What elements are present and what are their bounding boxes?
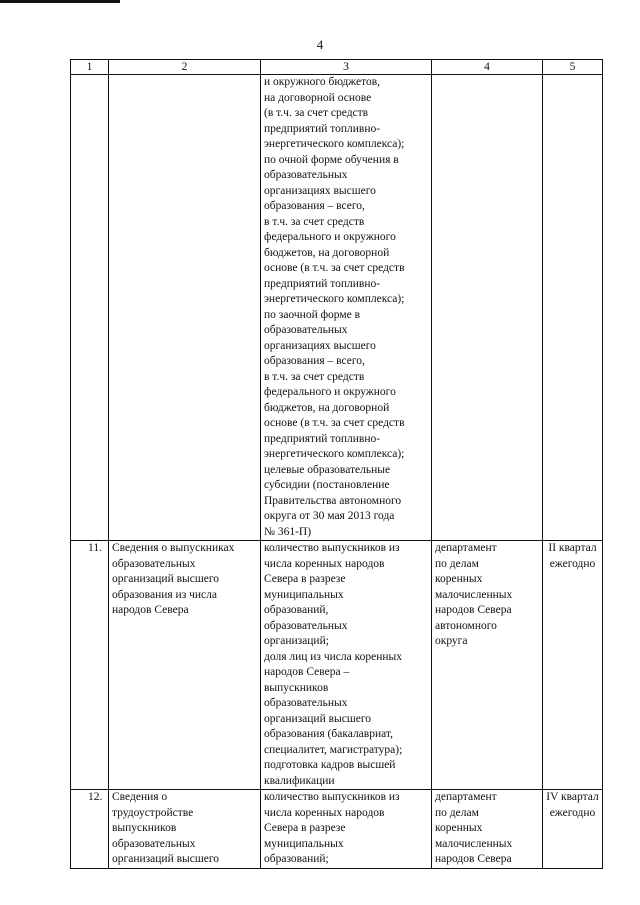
text-line: образовательных xyxy=(264,169,348,181)
text-line: подготовка кадров высшей xyxy=(264,759,396,771)
text-line: малочисленных xyxy=(435,588,513,601)
text-line: федерального и окружного xyxy=(264,231,396,243)
text-line: трудоустройстве xyxy=(112,806,194,819)
deadline-cell xyxy=(543,790,603,869)
text-line: специалитет, магистратура); xyxy=(264,743,403,756)
text-line: в т.ч. за счет средств xyxy=(264,215,365,228)
text-line: народов Севера xyxy=(435,853,512,865)
text-line: Правительства автономного xyxy=(264,494,402,507)
responsible-cell xyxy=(432,75,543,541)
text-line: федерального и окружного xyxy=(264,386,396,398)
document-table xyxy=(70,59,603,869)
text-line: Сведения о xyxy=(112,791,168,803)
text-line: образовательных xyxy=(264,619,348,632)
scan-corner-mark xyxy=(0,0,120,3)
text-line: доля лиц из числа коренных xyxy=(264,650,402,663)
text-line: организаций; xyxy=(264,635,329,647)
text-line: (в т.ч. за счет средств xyxy=(264,107,369,119)
column-header: 2 xyxy=(109,60,261,75)
text-line: по делам xyxy=(435,806,479,819)
text-line: и окружного бюджетов, xyxy=(264,76,381,88)
table-row xyxy=(71,790,603,869)
text-line: организациях высшего xyxy=(264,184,376,197)
text-line: народов Севера xyxy=(112,604,189,616)
text-line: бюджетов, на договорной xyxy=(264,246,390,259)
table-row xyxy=(71,75,603,541)
text-line: по делам xyxy=(435,557,479,570)
text-line: Сведения о выпускниках xyxy=(112,542,235,554)
table-header-row xyxy=(71,60,603,75)
text-line: организаций высшего xyxy=(112,853,220,865)
column-header: 4 xyxy=(432,60,543,75)
text-line: энергетического комплекса); xyxy=(264,293,405,305)
text-line: количество выпускников из xyxy=(264,542,400,554)
text-line: энергетического комплекса); xyxy=(264,448,405,460)
deadline-cell xyxy=(543,75,603,541)
column-header: 3 xyxy=(261,60,432,75)
column-header: 1 xyxy=(71,60,109,75)
text-line: образовательных xyxy=(264,697,348,709)
text-line: ежегодно xyxy=(549,557,596,570)
text-line: образований, xyxy=(264,604,329,616)
text-line: основе (в т.ч. за счет средств xyxy=(264,417,405,429)
indicators-cell xyxy=(261,790,432,869)
text-line: IV квартал xyxy=(546,791,599,803)
text-line: муниципальных xyxy=(264,588,344,601)
column-header: 5 xyxy=(543,60,603,75)
text-line: образовательных xyxy=(112,557,196,570)
text-line: образований; xyxy=(264,853,329,865)
text-line: образования (бакалавриат, xyxy=(264,728,393,740)
responsible-cell xyxy=(432,541,543,790)
item-name-cell xyxy=(109,790,261,869)
page-number: 4 xyxy=(316,37,324,52)
responsible-cell xyxy=(432,790,543,869)
text-line: народов Севера xyxy=(435,604,512,616)
text-line: числа коренных народов xyxy=(264,557,385,570)
text-line: основе (в т.ч. за счет средств xyxy=(264,262,405,274)
text-line: Севера в разрезе xyxy=(264,822,346,834)
text-line: организаций высшего xyxy=(264,712,372,725)
indicators-cell xyxy=(261,541,432,790)
text-line: организаций высшего xyxy=(112,573,220,585)
text-line: коренных xyxy=(435,822,483,834)
item-name-cell xyxy=(109,75,261,541)
row-number-cell xyxy=(71,75,109,541)
text-line: в т.ч. за счет средств xyxy=(264,370,365,383)
text-line: бюджетов, на договорной xyxy=(264,401,390,414)
text-line: малочисленных xyxy=(435,837,513,850)
text-line: образования – всего, xyxy=(264,200,365,212)
text-line: коренных xyxy=(435,573,483,585)
text-line: образовательных xyxy=(112,837,196,850)
row-number-cell: 11. xyxy=(71,541,109,790)
text-line: народов Севера – xyxy=(264,666,350,678)
table-body xyxy=(71,75,603,869)
text-line: предприятий топливно- xyxy=(264,277,381,290)
text-line: округа xyxy=(435,635,468,647)
text-line: II квартал xyxy=(548,542,597,554)
text-line: образования – всего, xyxy=(264,355,365,367)
text-line: на договорной основе xyxy=(264,91,372,104)
text-line: департамент xyxy=(435,791,497,803)
text-line: по очной форме обучения в xyxy=(264,153,399,166)
text-line: выпускников xyxy=(264,681,329,694)
text-line: образовательных xyxy=(264,324,348,336)
text-line: выпускников xyxy=(112,822,177,834)
indicators-cell xyxy=(261,75,432,541)
text-line: округа от 30 мая 2013 года xyxy=(264,510,395,522)
text-line: муниципальных xyxy=(264,837,344,850)
text-line: ежегодно xyxy=(549,806,596,819)
text-line: квалификации xyxy=(264,774,335,787)
text-line: энергетического комплекса); xyxy=(264,138,405,150)
text-line: субсидии (постановление xyxy=(264,479,390,491)
text-line: организациях высшего xyxy=(264,339,376,352)
text-line: Севера в разрезе xyxy=(264,573,346,585)
item-name-cell xyxy=(109,541,261,790)
text-line: целевые образовательные xyxy=(264,463,391,476)
text-line: количество выпускников из xyxy=(264,791,400,803)
text-line: образования из числа xyxy=(112,588,217,601)
text-line: департамент xyxy=(435,542,497,554)
row-number-cell: 12. xyxy=(71,790,109,869)
deadline-cell xyxy=(543,541,603,790)
text-line: предприятий топливно- xyxy=(264,122,381,135)
text-line: предприятий топливно- xyxy=(264,432,381,445)
text-line: по заочной форме в xyxy=(264,308,361,321)
text-line: числа коренных народов xyxy=(264,806,385,819)
text-line: автономного xyxy=(435,619,497,632)
table-row xyxy=(71,541,603,790)
text-line: № 361-П) xyxy=(264,525,312,538)
